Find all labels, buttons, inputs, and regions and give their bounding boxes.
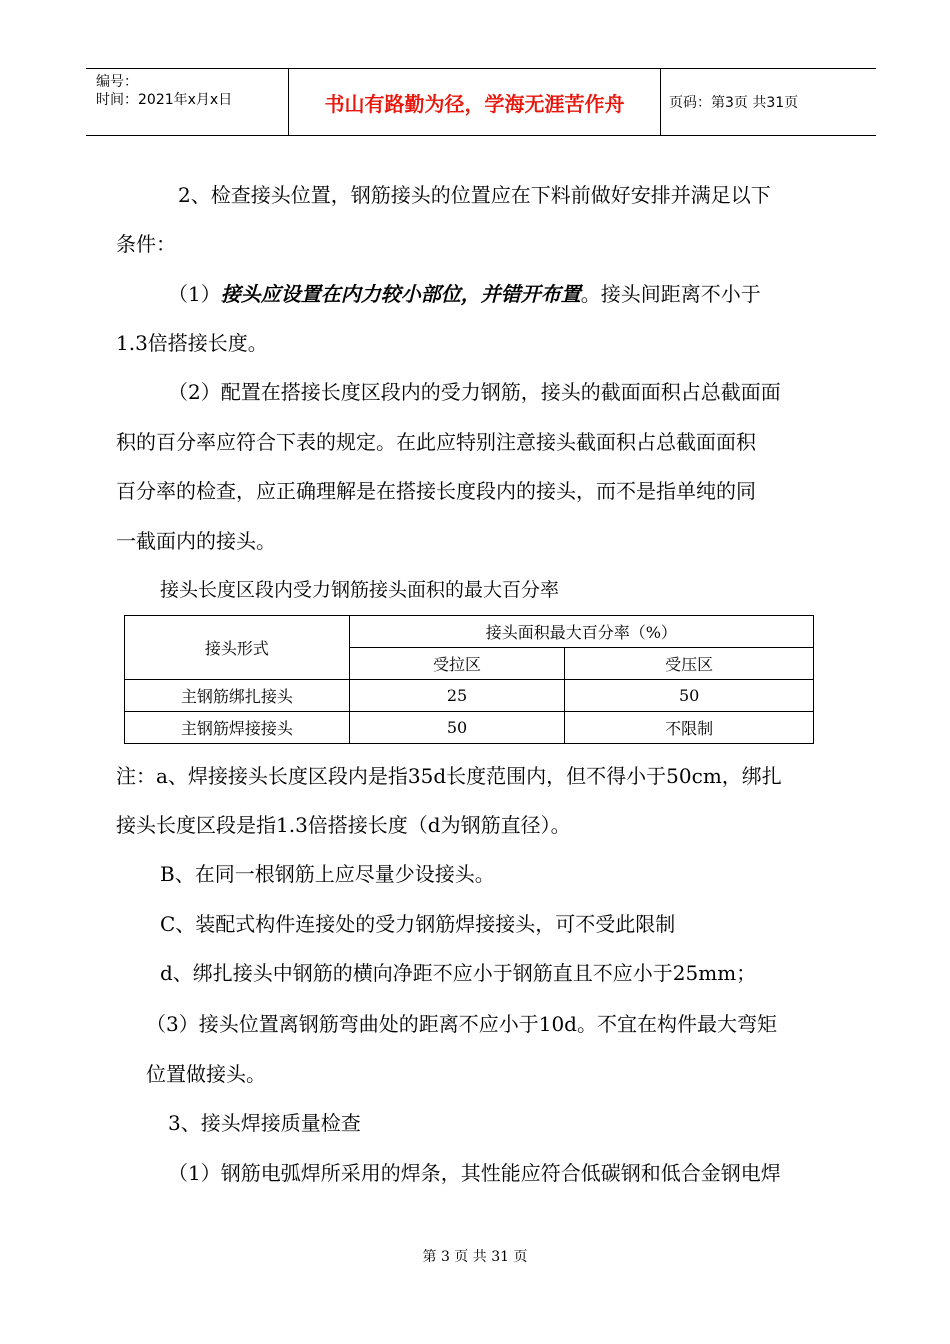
emphasized-text: 接头应设置在内力较小部位，并错开布置 — [220, 282, 581, 306]
note-line: 接头长度区段是指1.3倍搭接长度（d为钢筋直径）。 — [116, 813, 571, 837]
section-title: 3、接头焊接质量检查 — [168, 1111, 361, 1135]
item-number: （1） — [168, 282, 221, 306]
table-header-cell: 受压区 — [565, 648, 814, 680]
paragraph-line: （2）配置在搭接长度区段内的受力钢筋，接头的截面面积占总截面面 — [168, 380, 781, 404]
table-cell: 50 — [349, 712, 565, 744]
page-footer: 第 3 页 共 31 页 — [422, 1249, 528, 1265]
table-cell: 主钢筋焊接接头 — [125, 712, 350, 744]
list-item: C、装配式构件连接处的受力钢筋焊接接头，可不受此限制 — [160, 912, 676, 936]
table-header-cell: 受拉区 — [349, 648, 565, 680]
paragraph-line: 一截面内的接头。 — [116, 529, 276, 553]
paragraph-line: 1.3倍搭接长度。 — [116, 331, 268, 355]
table-header-cell: 接头面积最大百分率（%） — [349, 616, 813, 648]
text-span: 。接头间距离不小于 — [580, 282, 761, 306]
paragraph-line — [168, 282, 761, 306]
table-cell: 50 — [565, 680, 814, 712]
header-motto: 书山有路勤为径，学海无涯苦作舟 — [324, 91, 625, 116]
table-row — [125, 680, 814, 712]
header-page-label: 页码：第3页 共31页 — [669, 95, 799, 111]
table-header-row — [125, 616, 814, 648]
table-cell: 25 — [349, 680, 565, 712]
list-item: B、在同一根钢筋上应尽量少设接头。 — [160, 862, 495, 886]
paragraph-line: 积的百分率应符合下表的规定。在此应特别注意接头截面积占总截面面积 — [116, 430, 756, 454]
paragraph-line: （1）钢筋电弧焊所采用的焊条，其性能应符合低碳钢和低合金钢电焊 — [168, 1161, 781, 1185]
note-line: 注：a、焊接接头长度区段内是指35d长度范围内，但不得小于50cm，绑扎 — [116, 764, 782, 788]
table-cell: 不限制 — [565, 712, 814, 744]
paragraph-line: 位置做接头。 — [146, 1062, 266, 1086]
table-row — [125, 712, 814, 744]
header-meta — [86, 69, 288, 135]
paragraph-line: 百分率的检查，应正确理解是在搭接长度段内的接头，而不是指单纯的同 — [116, 479, 756, 503]
paragraph-line: （3）接头位置离钢筋弯曲处的距离不应小于10d。不宜在构件最大弯矩 — [146, 1012, 777, 1036]
paragraph-line: 条件： — [116, 232, 176, 256]
table-title: 接头长度区段内受力钢筋接头面积的最大百分率 — [160, 579, 560, 601]
page-header — [86, 68, 876, 136]
table-cell: 主钢筋绑扎接头 — [125, 680, 350, 712]
doc-number-label: 编号： — [96, 74, 138, 90]
joint-percentage-table — [124, 615, 814, 744]
list-item: d、绑扎接头中钢筋的横向净距不应小于钢筋直且不应小于25mm； — [160, 961, 757, 985]
paragraph-line: 2、检查接头位置，钢筋接头的位置应在下料前做好安排并满足以下 — [178, 183, 771, 207]
table-header-cell: 接头形式 — [125, 616, 350, 680]
time-label: 时间：2021年x月x日 — [96, 92, 233, 108]
